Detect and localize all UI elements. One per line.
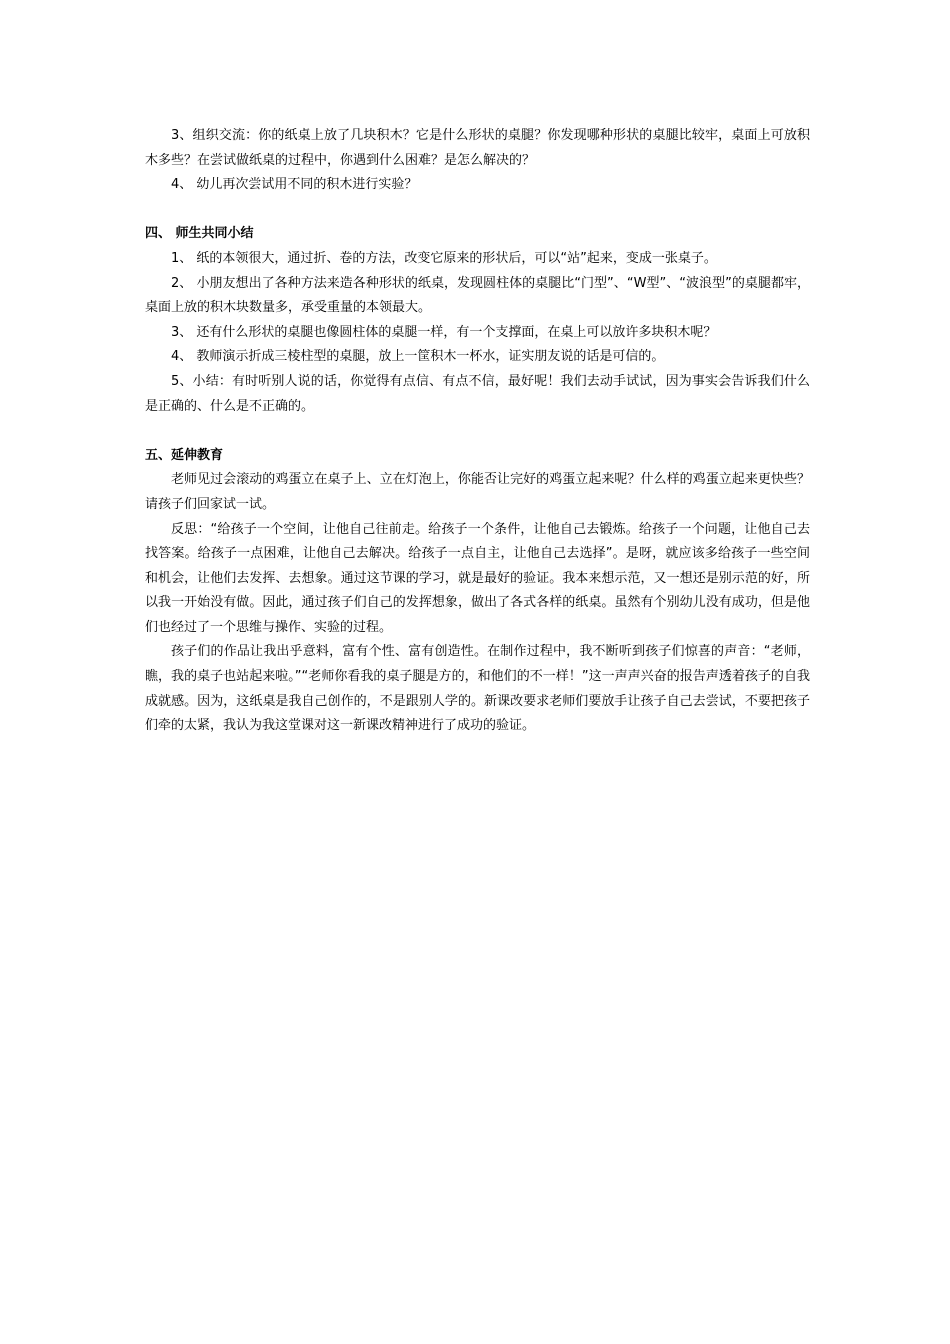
section4-item-1: 1、 纸的本领很大，通过折、卷的方法，改变它原来的形状后，可以“站”起来，变成一张桌子。 <box>171 250 717 266</box>
section4-item-3: 3、 还有什么形状的桌腿也像圆柱体的桌腿一样，有一个支撑面，在桌上可以放许多块积木呢？ <box>171 324 717 340</box>
section4-item-5: 5、小结：有时听别人说的话，你觉得有点信、有点不信，最好呢！我们去动手试试，因为事实会告诉我们什么是正确的、什么是不正确的。 <box>145 373 810 414</box>
section5-reflection: 反思：“给孩子一个空间，让他自己往前走。给孩子一个条件，让他自己去锻炼。给孩子一个问题，让他自己去找答案。给孩子一点困难，让他自己去解决。给孩子一点自主，让他自己去选择”。是呀，就应该多给孩子一些空间和机会，让他们去发挥、去想象。通过这节课的学习，就是最好的验证。我本来想示范，又一想还是别示范的好，所以我一开始没有做。因此，通过孩子们自己的发挥想象，做出了各式各样的纸桌。虽然有个别幼儿没有成功，但是他们也经过了一个思维与操作、实验的过程。 <box>145 521 810 635</box>
section5-paragraph-1: 老师见过会滚动的鸡蛋立在桌子上、立在灯泡上，你能否让完好的鸡蛋立起来呢？什么样的鸡蛋立起来更快些？请孩子们回家试一试。 <box>145 472 810 512</box>
section4-heading: 四、 师生共同小结 <box>145 226 254 242</box>
section5-heading: 五、延伸教育 <box>145 447 224 463</box>
section3-item-3: 3、组织交流：你的纸桌上放了几块积木？它是什么形状的桌腿？你发现哪种形状的桌腿比较牢，桌面上可放积木多些？在尝试做纸桌的过程中，你遇到什么困难？是怎么解决的？ <box>145 128 810 168</box>
section4-item-4: 4、 教师演示折成三棱柱型的桌腿，放上一筐积木一杯水，证实朋友说的话是可信的。 <box>171 349 665 365</box>
document-page <box>145 124 810 739</box>
section3-item-4: 4、 幼儿再次尝试用不同的积木进行实验？ <box>171 177 418 193</box>
section5-paragraph-3: 孩子们的作品让我出乎意料，富有个性、富有创造性。在制作过程中，我不断听到孩子们惊喜的声音：“老师，瞧，我的桌子也站起来啦。”“老师你看我的桌子腿是方的，和他们的不一样！”这一声声兴奋的报告声透着孩子的自我成就感。因为，这纸桌是我自己创作的，不是跟别人学的。新课改要求老师们要放手让孩子自己去尝试，不要把孩子们牵的太紧，我认为我这堂课对这一新课改精神进行了成功的验证。 <box>145 644 810 734</box>
section4-item-2: 2、 小朋友想出了各种方法来造各种形状的纸桌，发现圆柱体的桌腿比“门型”、“W型”、“波浪型”的桌腿都牢，桌面上放的积木块数量多，承受重量的本领最大。 <box>145 275 810 316</box>
